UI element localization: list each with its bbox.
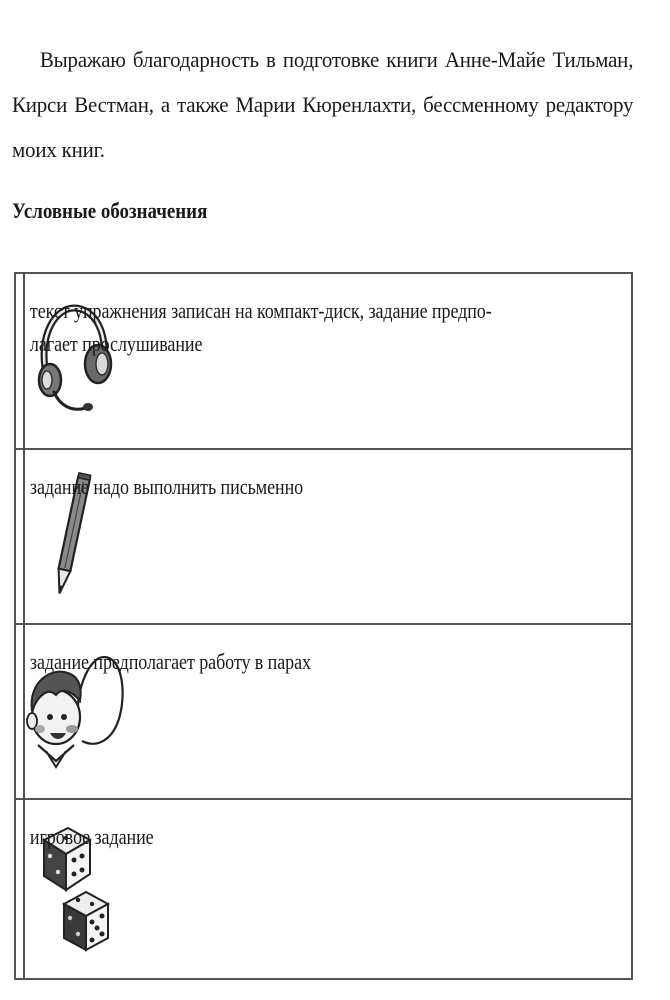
- legend-text-writing: задание надо выполнить письменно: [29, 474, 304, 499]
- legend-icon-cell: [15, 624, 24, 799]
- legend-icon-cell: [15, 273, 24, 449]
- legend-row-game: [15, 799, 632, 979]
- legend-desc-cell: [24, 624, 632, 799]
- legend-heading: Условные обозначения: [12, 198, 208, 223]
- legend-desc-cell: [24, 273, 632, 449]
- legend-text-audio: текст упражнения записан на компакт-диск, задание предпо-лагает прослушивание: [29, 298, 492, 356]
- legend-row-pairs: [15, 624, 632, 799]
- legend-icon-cell: [15, 449, 24, 624]
- legend-desc-cell: [24, 799, 632, 979]
- legend-text-pairs: задание предполагает работу в парах: [29, 649, 311, 674]
- intro-paragraph: Выражаю благодарность в подготовке книги Анне-Майе Тильман, Кирси Вестман, а также Марии Кюренлахти, бессменному редактору моих книг.: [12, 46, 634, 162]
- legend-text-game: игровое задание: [29, 824, 154, 849]
- legend-icon-cell: [15, 799, 24, 979]
- legend-row-audio: [15, 273, 632, 449]
- legend-desc-cell: [24, 449, 632, 624]
- legend-row-writing: [15, 449, 632, 624]
- legend-table: [14, 272, 633, 980]
